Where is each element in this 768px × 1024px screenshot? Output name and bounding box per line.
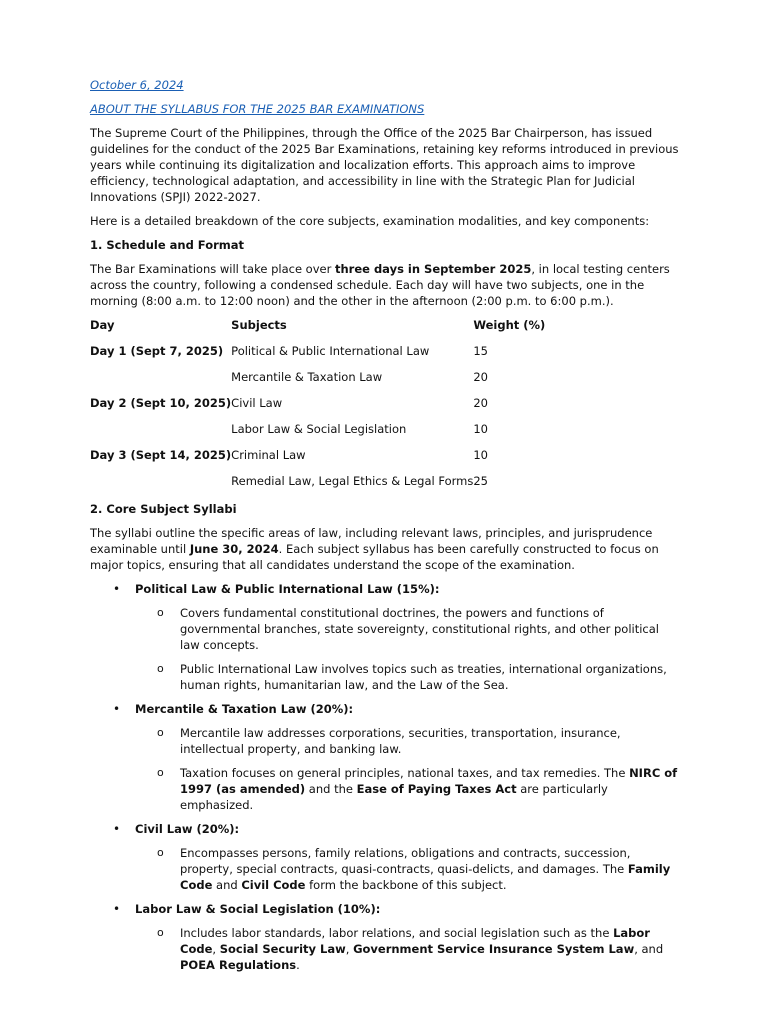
header-subjects: Subjects <box>231 318 287 332</box>
emphasis-text: Ease of Paying Taxes Act <box>356 782 517 796</box>
point-text: , <box>212 942 220 956</box>
point-text: , and <box>634 942 664 956</box>
row-weight: 20 <box>473 370 488 384</box>
syllabi-text-bold: June 30, 2024 <box>189 542 279 556</box>
syllabi-text-c: . Each subject syllabus has been carefully constructed to focus on major topics, ensuring that all candidates understand the scope of the examination. <box>90 542 659 572</box>
subject-title: Mercantile & Taxation Law (20%): <box>135 702 354 716</box>
row-subject: Mercantile & Taxation Law <box>231 370 383 384</box>
bullet-icon: • <box>113 822 121 836</box>
row-subject: Political & Public International Law <box>231 344 430 358</box>
table-row <box>90 343 553 369</box>
point-text: Encompasses persons, family relations, obligations and contracts, succession, property, special contracts, quasi-contracts, quasi-delicts, and damages. The <box>180 846 631 876</box>
point-text: Public International Law involves topics such as treaties, international organizations, human rights, humanitarian law, and the Law of the Sea. <box>180 662 667 692</box>
row-subject: Criminal Law <box>231 448 306 462</box>
row-weight: 10 <box>473 422 488 436</box>
schedule-text-a: The Bar Examinations will take place over <box>90 262 335 276</box>
header-weight: Weight (%) <box>473 318 546 332</box>
subject-points <box>135 725 680 813</box>
point-text: form the backbone of this subject. <box>305 878 507 892</box>
subject-point <box>135 925 680 973</box>
subject-item <box>90 701 680 813</box>
point-text: and the <box>305 782 357 796</box>
header-day: Day <box>90 318 115 332</box>
subject-point <box>135 725 680 757</box>
row-weight: 25 <box>473 474 488 488</box>
point-text: . <box>296 958 300 972</box>
document-page <box>90 77 680 981</box>
table-row <box>90 369 553 395</box>
schedule-table <box>90 317 553 499</box>
point-text: Mercantile law addresses corporations, securities, transportation, insurance, intellectual property, and banking law. <box>180 726 621 756</box>
table-row <box>90 395 553 421</box>
subject-item <box>90 581 680 693</box>
breakdown-paragraph: Here is a detailed breakdown of the core subjects, examination modalities, and key components: <box>90 214 650 228</box>
bullet-icon: • <box>113 582 121 596</box>
row-day: Day 2 (Sept 10, 2025) <box>90 396 232 410</box>
row-subject: Civil Law <box>231 396 283 410</box>
emphasis-text: Social Security Law <box>219 942 346 956</box>
point-text: are particularly emphasized. <box>180 782 608 812</box>
subject-title: Political Law & Public International Law (15%): <box>135 582 440 596</box>
date-link[interactable]: October 6, 2024 <box>90 78 184 92</box>
circle-bullet-icon: o <box>157 926 164 939</box>
row-weight: 10 <box>473 448 488 462</box>
emphasis-text: Government Service Insurance System Law <box>353 942 635 956</box>
circle-bullet-icon: o <box>157 662 164 675</box>
emphasis-text: POEA Regulations <box>180 958 297 972</box>
syllabi-paragraph <box>90 525 680 573</box>
row-day <box>90 421 231 447</box>
point-text: Includes labor standards, labor relations, and social legislation such as the <box>180 926 614 940</box>
subject-title: Civil Law (20%): <box>135 822 240 836</box>
emphasis-text: Family Code <box>180 862 671 892</box>
row-day <box>90 473 231 499</box>
schedule-paragraph <box>90 261 680 309</box>
subject-point <box>135 661 680 693</box>
subject-points <box>135 605 680 693</box>
bullet-icon: • <box>113 702 121 716</box>
circle-bullet-icon: o <box>157 606 164 619</box>
schedule-text-c: , in local testing centers across the country, following a condensed schedule. Each day will have two subjects, one in the morning (8:00 a.m. to 12:00 noon) and the other in the afternoon (2:00 p.m. to 6:00 p.m.). <box>90 262 670 308</box>
table-row <box>90 447 553 473</box>
subject-point <box>135 845 680 893</box>
row-day <box>90 369 231 395</box>
emphasis-text: Civil Code <box>241 878 306 892</box>
circle-bullet-icon: o <box>157 726 164 739</box>
circle-bullet-icon: o <box>157 766 164 779</box>
emphasis-text: Labor Code <box>180 926 650 956</box>
schedule-table-header <box>90 317 553 343</box>
subject-title: Labor Law & Social Legislation (10%): <box>135 902 381 916</box>
bullet-icon: • <box>113 902 121 916</box>
row-day: Day 1 (Sept 7, 2025) <box>90 344 224 358</box>
point-text: Taxation focuses on general principles, national taxes, and tax remedies. The <box>180 766 630 780</box>
emphasis-text: NIRC of 1997 (as amended) <box>180 766 678 796</box>
subject-list <box>90 581 680 973</box>
syllabi-heading: 2. Core Subject Syllabi <box>90 502 237 516</box>
schedule-text-bold: three days in September 2025 <box>334 262 532 276</box>
subject-point <box>135 765 680 813</box>
syllabi-text-a: The syllabi outline the specific areas of law, including relevant laws, principles, and jurisprudence examinable until <box>90 526 653 556</box>
row-subject: Labor Law & Social Legislation <box>231 422 407 436</box>
title-link[interactable]: ABOUT THE SYLLABUS FOR THE 2025 BAR EXAMINATIONS <box>90 102 425 116</box>
row-subject: Remedial Law, Legal Ethics & Legal Forms <box>231 474 474 488</box>
schedule-heading: 1. Schedule and Format <box>90 238 245 252</box>
subject-points <box>135 925 680 973</box>
point-text: , <box>345 942 354 956</box>
table-row <box>90 473 553 499</box>
intro-paragraph: The Supreme Court of the Philippines, through the Office of the 2025 Bar Chairperson, has issued guidelines for the conduct of the 2025 Bar Examinations, retaining key reforms introduced in previous years while continuing its digitalization and localization efforts. This approach aims to improve efficiency, technological adaptation, and accessibility in line with the Strategic Plan for Judicial Innovations (SPJI) 2022-2027. <box>90 126 679 204</box>
row-weight: 20 <box>473 396 488 410</box>
row-day: Day 3 (Sept 14, 2025) <box>90 448 232 462</box>
subject-item <box>90 901 680 973</box>
point-text: and <box>212 878 242 892</box>
subject-point <box>135 605 680 653</box>
subject-item <box>90 821 680 893</box>
subject-points <box>135 845 680 893</box>
point-text: Covers fundamental constitutional doctrines, the powers and functions of governmental branches, state sovereignty, constitutional rights, and other political law concepts. <box>180 606 659 652</box>
row-weight: 15 <box>473 344 488 358</box>
circle-bullet-icon: o <box>157 846 164 859</box>
table-row <box>90 421 553 447</box>
